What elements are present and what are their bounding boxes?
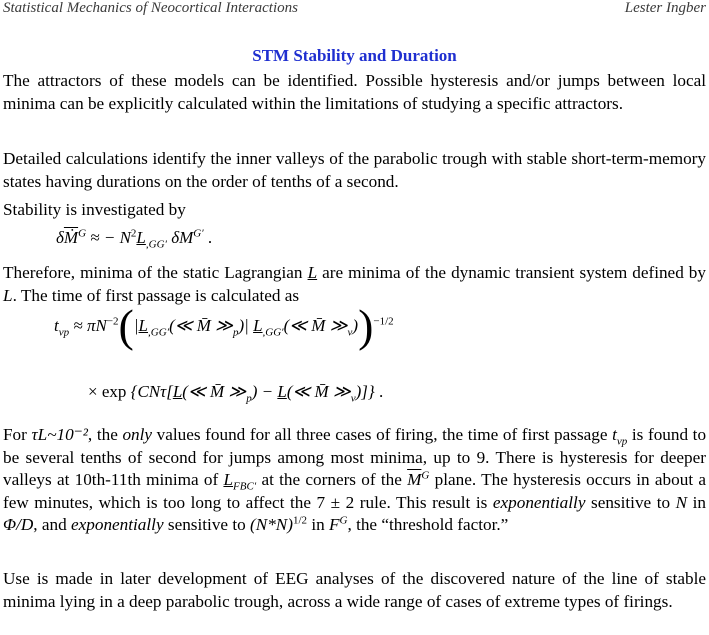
emphasis-exponentially-2: exponentially bbox=[71, 515, 164, 534]
text-fragment: Therefore, minima of the static Lagrangian bbox=[3, 263, 303, 282]
running-header bbox=[3, 0, 706, 18]
math-M-bar: $\overline{M}$ bbox=[407, 470, 422, 489]
text-fragment: For bbox=[3, 425, 27, 444]
emphasis-exponentially: exponentially bbox=[492, 492, 586, 512]
emphasis-only: only bbox=[122, 425, 153, 444]
math-tau-L: τL~10⁻² bbox=[31, 425, 88, 444]
math-L-bar: L bbox=[223, 470, 234, 489]
text-fragment: . The time of first passage is calculated as bbox=[12, 285, 300, 305]
math-t-vp: $t_{vp}$ bbox=[612, 425, 628, 448]
math-NstarN: $(N*N)^{1/2}$ bbox=[250, 514, 308, 534]
math-L-FBC: $L_{FBC'}$ bbox=[223, 470, 257, 493]
text-fragment: sensitive to bbox=[167, 515, 246, 534]
paragraph-results bbox=[3, 424, 706, 537]
math-nstar: (N*N) bbox=[250, 515, 293, 534]
paragraph-attractors: The attractors of these models can be identified. Possible hysteresis and/or jumps between local minima can be explicitly calculated within the limitations of studying a specific attractors. bbox=[3, 71, 706, 113]
equation-first-passage-1: $t_{vp}$ ≈ $\pi N^{-2}(|L_{,GG'}(≪$ M̄ $≫_p)|$ $L_{,GG'}(≪$ M̄ $≫_v))^{-1/2}$ bbox=[54, 300, 394, 351]
text-fragment: , and bbox=[33, 515, 67, 534]
equation-first-passage-2: × exp {CNτ[L(≪ M̄ $≫_p$) − L(≪ M̄ $≫_v$)]} . bbox=[88, 382, 384, 405]
text-fragment: in bbox=[311, 515, 325, 534]
math-F-G: $F^G$ bbox=[329, 514, 348, 534]
math-t: t bbox=[612, 425, 617, 444]
math-F: F bbox=[329, 515, 340, 534]
text-fragment: are minima of the dynamic transient system defined by bbox=[322, 263, 706, 282]
math-N: N bbox=[675, 492, 688, 512]
math-L: L bbox=[3, 285, 13, 305]
equation-stability: $\delta\overline{Ṁ}^G$ ≈ − $N^2L_{,GG'}$ $\delta M^{G'}$ . bbox=[56, 227, 213, 251]
header-author: Lester Ingber bbox=[624, 0, 706, 16]
section-title: STM Stability and Duration bbox=[252, 46, 457, 65]
text-fragment: plane. The hysteresis occurs in about a few minutes, which is too long to affect the 7 ± 2 rule. This result is bbox=[3, 470, 706, 512]
text-fragment: , the bbox=[87, 425, 118, 444]
text-fragment: , the “threshold factor.” bbox=[347, 515, 509, 534]
paragraph-calculations: Detailed calculations identify the inner valleys of the parabolic trough with stable short-term-memory states having durations on the order of tenths of a second. bbox=[3, 149, 706, 191]
math-M-G: $\overline{M}^G$ bbox=[407, 469, 430, 489]
text-fragment: at the corners of the bbox=[261, 470, 402, 489]
paragraph-stability: Stability is investigated by bbox=[3, 200, 186, 219]
text-fragment: values found for all three cases of firing, the time of first passage bbox=[156, 425, 608, 444]
paragraph-lagrangian bbox=[3, 262, 706, 307]
math-L-static: L bbox=[307, 263, 318, 282]
text-fragment: is found to be several tenths of second for jumps among most minima, up to 9. There is hysteresis for deeper valleys at 10th-11th minima of bbox=[3, 425, 707, 489]
math-phi-d: Φ/D bbox=[3, 515, 34, 534]
text-fragment: sensitive to bbox=[591, 492, 671, 512]
header-title: Statistical Mechanics of Neocortical Interactions bbox=[3, 0, 298, 16]
paragraph-eeg: Use is made in later development of EEG analyses of the discovered nature of the line of stable minima lying in a deep parabolic trough, across a wide range of cases of extreme types of firings. bbox=[3, 569, 706, 611]
text-fragment: in bbox=[692, 492, 707, 512]
